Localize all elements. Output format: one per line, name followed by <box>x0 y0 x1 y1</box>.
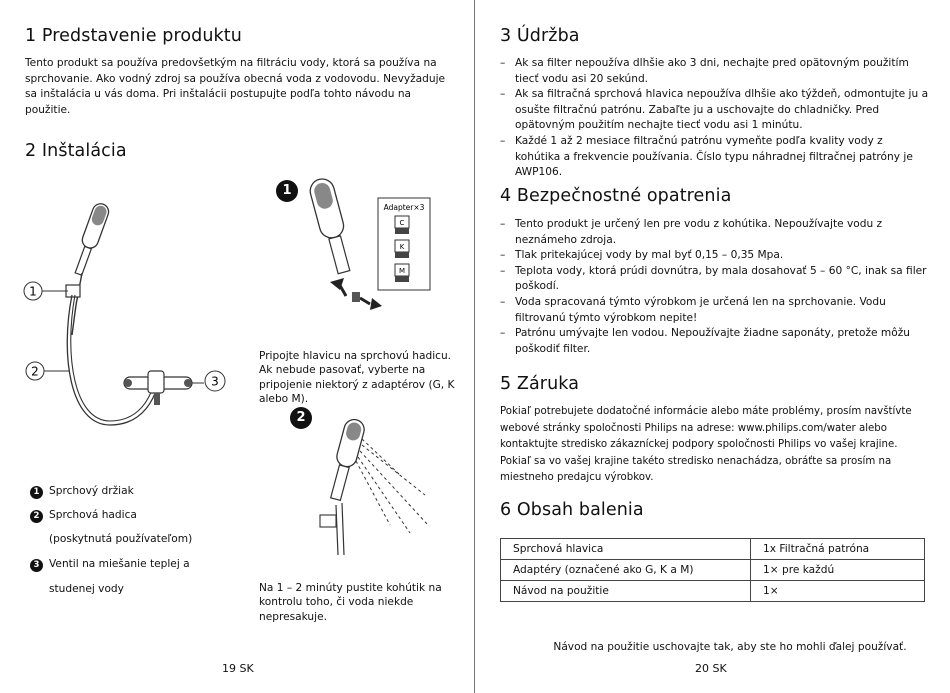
adapter-c-label: C <box>399 219 405 227</box>
footer-note: Návod na použitie uschovajte tak, aby ste ho mohli ďalej používať. <box>553 641 907 653</box>
step-2-badge: 2 <box>290 407 312 429</box>
step-1-badge: 1 <box>276 180 298 202</box>
step-1-caption: Pripojte hlavicu na sprchovú hadicu. Ak nebude pasovať, vyberte na pripojenie niektorý z adaptérov (G, K alebo M). <box>259 349 455 406</box>
safety-list <box>500 217 930 357</box>
table-row <box>501 560 925 581</box>
adapter-box-label: Adapter×3 <box>383 203 425 212</box>
section-5-title: 5 Záruka <box>500 374 580 394</box>
list-item: – Teplota vody, ktorá prúdi dovnútra, by mala dosahovať 5 – 60 °C, inak sa filer poškodí. <box>500 264 927 293</box>
right-page <box>475 0 950 693</box>
package-contents-table <box>500 538 925 602</box>
list-item: – Tento produkt je určený len pre vodu z kohútika. Nepoužívajte vodu z neznámeho zdroja. <box>500 218 883 246</box>
list-item: – Patrónu umývajte len vodou. Nepoužívajte žiadne saponáty, pretože môžu poškodiť filter. <box>500 327 910 355</box>
table-cell: Sprchová hlavica <box>501 539 751 560</box>
section-6-title: 6 Obsah balenia <box>500 500 644 520</box>
step-2-caption: Na 1 – 2 minúty pustite kohútik na kontrolu toho, či voda niekde nepresakuje. <box>259 581 442 623</box>
parts-legend <box>30 485 230 605</box>
callout-3: 3 <box>211 374 219 389</box>
table-row <box>501 539 925 560</box>
step-2-illustration <box>310 415 445 555</box>
table-cell: 1× <box>751 581 925 602</box>
section-3-title: 3 Údržba <box>500 26 580 46</box>
adapter-k-label: K <box>399 243 405 251</box>
legend-label: Ventil na miešanie teplej a <box>49 558 190 570</box>
legend-label: (poskytnutá používateľom) <box>49 533 193 545</box>
section-4-title: 4 Bezpečnostné opatrenia <box>500 186 732 206</box>
legend-number-badge: 1 <box>30 486 43 499</box>
section-1-text: Tento produkt sa používa predovšetkým na filtráciu vody, ktorá sa používa na sprchovanie. Ako vodný zdroj sa používa obecná voda z vodovodu. Nevyžaduje sa inštalácia u vás doma. Pri inštalácii postupujte podľa tohto návodu na použitie. <box>25 57 446 116</box>
callout-2: 2 <box>31 364 39 379</box>
table-cell: 1x Filtračná patróna <box>751 539 925 560</box>
list-item: – Každé 1 až 2 mesiace filtračnú patrónu vymeňte podľa kvality vody z kohútika a frekvencie používania. Číslo typu náhradnej filtračnej patróny je AWP106. <box>500 134 913 179</box>
list-item: – Tlak pritekajúcej vody by mal byť 0,15 – 0,35 Mpa. <box>500 249 784 262</box>
list-item: – Voda spracovaná týmto výrobkom je určená len na sprchovanie. Vodu filtrovanú týmto výrobkom nepite! <box>500 295 886 324</box>
page-number-right: 20 SK <box>695 662 727 675</box>
left-page <box>0 0 474 693</box>
page-number-left: 19 SK <box>222 662 254 675</box>
legend-label: studenej vody <box>49 583 124 595</box>
table-cell: Adaptéry (označené ako G, K a M) <box>501 560 751 581</box>
list-item: – Ak sa filter nepoužíva dlhšie ako 3 dni, nechajte pred opätovným použitím tiecť vodu asi 20 sekúnd. <box>500 57 909 85</box>
table-cell: 1× pre každú <box>751 560 925 581</box>
table-row <box>501 581 925 602</box>
section-2-title: 2 Inštalácia <box>25 141 127 161</box>
list-item: – Ak sa filtračná sprchová hlavica nepoužíva dlhšie ako týždeň, odmontujte ju a osušte filtračnú patrónu. Zabaľte ju a uschovajte do chladničky. Pred opätovným použitím nechajte tiecť vodu asi 1 minútu. <box>500 88 929 132</box>
section-1-title: 1 Predstavenie produktu <box>25 26 242 46</box>
callout-1: 1 <box>29 284 37 299</box>
adapter-m-label: M <box>398 267 406 275</box>
legend-number-badge: 3 <box>30 559 43 572</box>
step-1-illustration <box>300 170 440 320</box>
section-5-text: Pokiaľ potrebujete dodatočné informácie alebo máte problémy, prosím navštívte webové stránky spoločnosti Philips na adrese: www.philips.com/water alebo kontaktujte stredisko zákazníckej podpory spoločnosti Philips vo vašej krajine. Pokiaľ sa vo vašej krajine takéto stredisko nenachádza, obráťte sa prosím na miestneho predajcu výrobkov. <box>500 406 912 483</box>
table-cell: Návod na použitie <box>501 581 751 602</box>
legend-number-badge: 2 <box>30 510 43 523</box>
legend-label: Sprchový držiak <box>49 485 134 497</box>
shower-overview-illustration <box>20 195 235 440</box>
maintenance-list <box>500 56 930 181</box>
legend-label: Sprchová hadica <box>49 509 137 521</box>
